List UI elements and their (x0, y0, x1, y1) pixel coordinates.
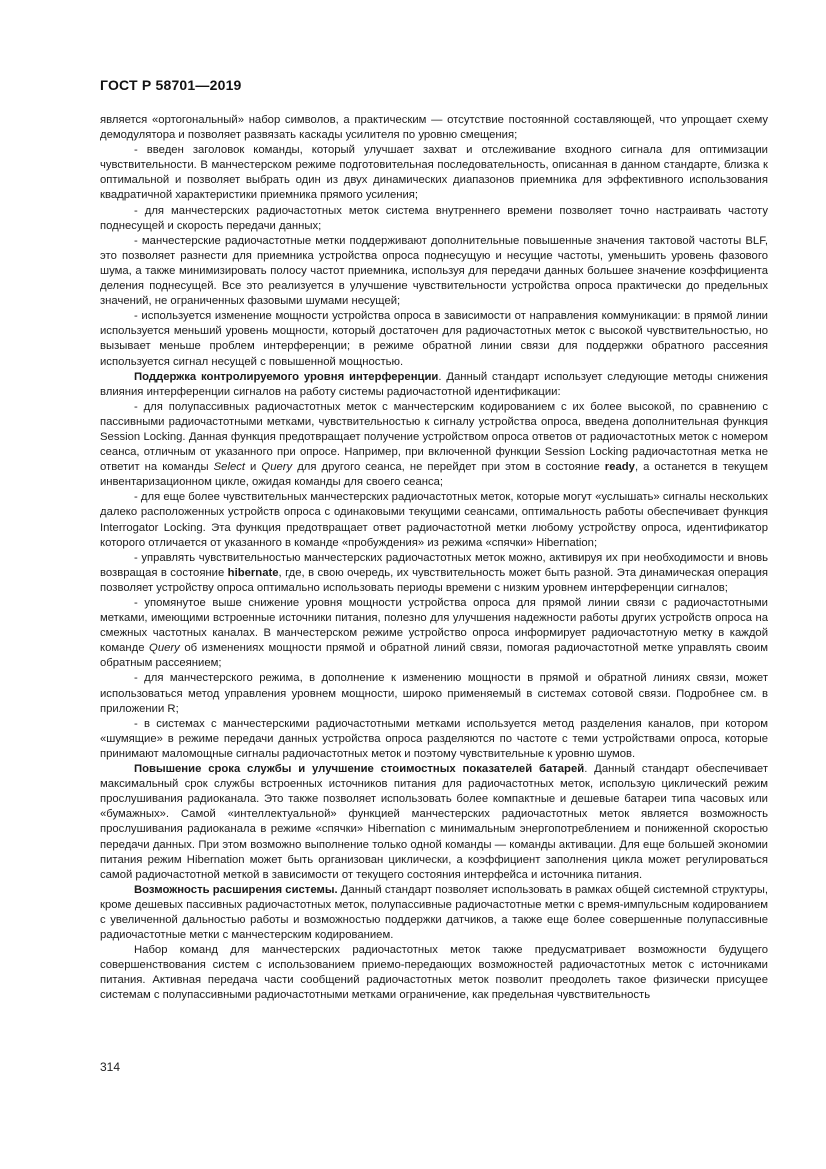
page-number: 314 (100, 1060, 121, 1074)
section-heading: Возможность расширения системы. (134, 883, 338, 896)
list-item: - упомянутое выше снижение уровня мощности устройства опроса для прямой линии связи с радиочастотными метками, имеющими встроенные источники питания, полезно для улучшения надежности работы других устройств опроса на смежных частотных каналах. В манчестерском режиме устройство опроса информирует радиочастотную метку в каждой команде Query об изменениях мощности прямой и обратной линий связи, помогая радиочастотной метке управлять своим обратным рассеянием; (100, 597, 768, 670)
section-heading: Повышение срока службы и улучшение стоимостных показателей батарей (134, 763, 585, 776)
list-item: - в системах с манчестерскими радиочастотными метками используется метод разделения каналов, при котором «шумящие» в режиме передачи данных устройства опроса разделяются по частоте с теми устройствами опроса, которые принимают маломощные сигналы радиочастотных меток и поэтому чувствительные к уровню шумов. (100, 717, 768, 760)
section-paragraph: Поддержка контролируемого уровня интерференции. Данный стандарт использует следующие методы снижения влияния интерференции сигналов на работу системы радиочастотной идентификации: (100, 370, 768, 398)
list-item: - управлять чувствительностью манчестерских радиочастотных меток можно, активируя их при необходимости и вновь возвращая в состояние hibernate, где, в свою очередь, их чувствительность может быть разной. Эта динамическая операция позволяет устройству опроса оптимально использовать периоды времени с низким уровнем интерференции сигналов; (100, 551, 769, 594)
section-paragraph: Возможность расширения системы. Данный стандарт позволяет использовать в рамках общей системной структуры, кроме дешевых пассивных радиочастотных меток, полупассивные радиочастотные метки с время-импульсным кодированием с увеличенной дальностью работы и возможностью поддержки датчиков, а также еще более совершенные полупассивные радиочастотные метки с манчестерским кодированием. (100, 883, 769, 942)
paragraph-continuation: является «ортогональный» набор символов, а практическим — отсутствие постоянной составляющей, что упрощает схему демодулятора и позволяет развязать каскады усилителя по уровню смещения; (100, 114, 768, 142)
list-item: - для манчестерского режима, в дополнение к изменению мощности в прямой и обратной линиях связи, может использоваться метод управления уровнем мощности, широко применяемый в системах сотовой связи. Подробнее см. в приложении R; (100, 672, 768, 715)
body-text (100, 113, 768, 1004)
list-item: - для еще более чувствительных манчестерских радиочастотных меток, которые могут «услышать» сигналы нескольких далеко расположенных устройств опроса с одинаковыми текущими сеансами, оптимальность работы обеспечивает функция Interrogator Locking. Эта функция предотвращает ответ радиочастотной метки любому устройству опроса, идентификатор которого отличается от указанного в команде «пробуждения» из режима «спячки» Hibernation; (100, 491, 768, 549)
section-paragraph: Повышение срока службы и улучшение стоимостных показателей батарей. Данный стандарт обеспечивает максимальный срок службы встроенных источников питания для радиочастотных меток, использую циклический режим прослушивания радиоканала. Это также позволяет использовать более компактные и дешевые батареи типа часовых или «бумажных». Самой «интеллектуальной» функцией манчестерских радиочастотных меток является возможность прослушивания радиоканала в режиме «спячки» Hibernation с минимальным энергопотреблением и пониженной скоростью передачи данных. При этом возможно выполнение только одной команды — команды активации. Для еще большей экономии питания режим Hibernation может быть организован циклически, а коэффициент заполнения цикла может регулироваться самой радиочастотной меткой в зависимости от текущего состояния интерфейса и источника питания. (100, 763, 769, 881)
list-item: - используется изменение мощности устройства опроса в зависимости от направления коммуникации: в прямой линии используется меньший уровень мощности, который достаточен для радиочастотных меток с высокой чувствительностью, но вызывает меньше проблем интерференции; в режиме обратной линии связи для поддержки обратного рассеяния используется сигнал несущей с повышенной мощностью. (100, 310, 768, 368)
list-item: - для полупассивных радиочастотных меток с манчестерским кодированием с их более высокой, по сравнению с пассивными радиочастотными метками, чувствительностью к сигналу устройства опроса, введена дополнительная функция Session Locking. Данная функция предотвращает получение устройством опроса ответов от радиочастотных меток с номером сеанса, отличным от указанного при опросе. Например, при включенной функции Session Locking радиочастотная метка не ответит на команды Select и Query для другого сеанса, не перейдет при этом в состояние ready, а останется в текущем инвентаризационном цикле, ожидая команды для своего сеанса; (100, 400, 768, 489)
list-item: - для манчестерских радиочастотных меток система внутреннего времени позволяет точно настраивать частоту поднесущей и скорость передачи данных; (100, 204, 768, 232)
paragraph: Набор команд для манчестерских радиочастотных меток также предусматривает возможности будущего совершенствования систем с использованием приемо-передающих возможностей радиочастотных меток с источниками питания. Активная передача части сообщений радиочастотных меток позволит преодолеть такое физически присущее системам с полупассивными радиочастотными метками ограничение, как предельная чувствительность (100, 944, 768, 1002)
section-heading: Поддержка контролируемого уровня интерференции (134, 370, 439, 383)
list-item: - введен заголовок команды, который улучшает захват и отслеживание входного сигнала для оптимизации чувствительности. В манчестерском режиме подготовительная последовательность, описанная в данном стандарте, близка к оптимальной и позволяет выбрать один из двух динамических диапазонов приемника для эффективного использования квадратичной характеристики приемника прямого усиления; (100, 144, 768, 202)
list-item: - манчестерские радиочастотные метки поддерживают дополнительные повышенные значения тактовой частоты BLF, это позволяет разнести для приемника устройства опроса поднесущую и несущие частоты, уменьшить уровень фазового шума, а также минимизировать полосу частот приемника, используя для передачи данных большее значение коэффициента деления поднесущей. Все это реализуется в улучшение чувствительности устройства опроса практически до предельных значений, не ограниченных фазовыми шумами несущей; (100, 234, 768, 308)
document-header: ГОСТ Р 58701—2019 (100, 77, 242, 93)
